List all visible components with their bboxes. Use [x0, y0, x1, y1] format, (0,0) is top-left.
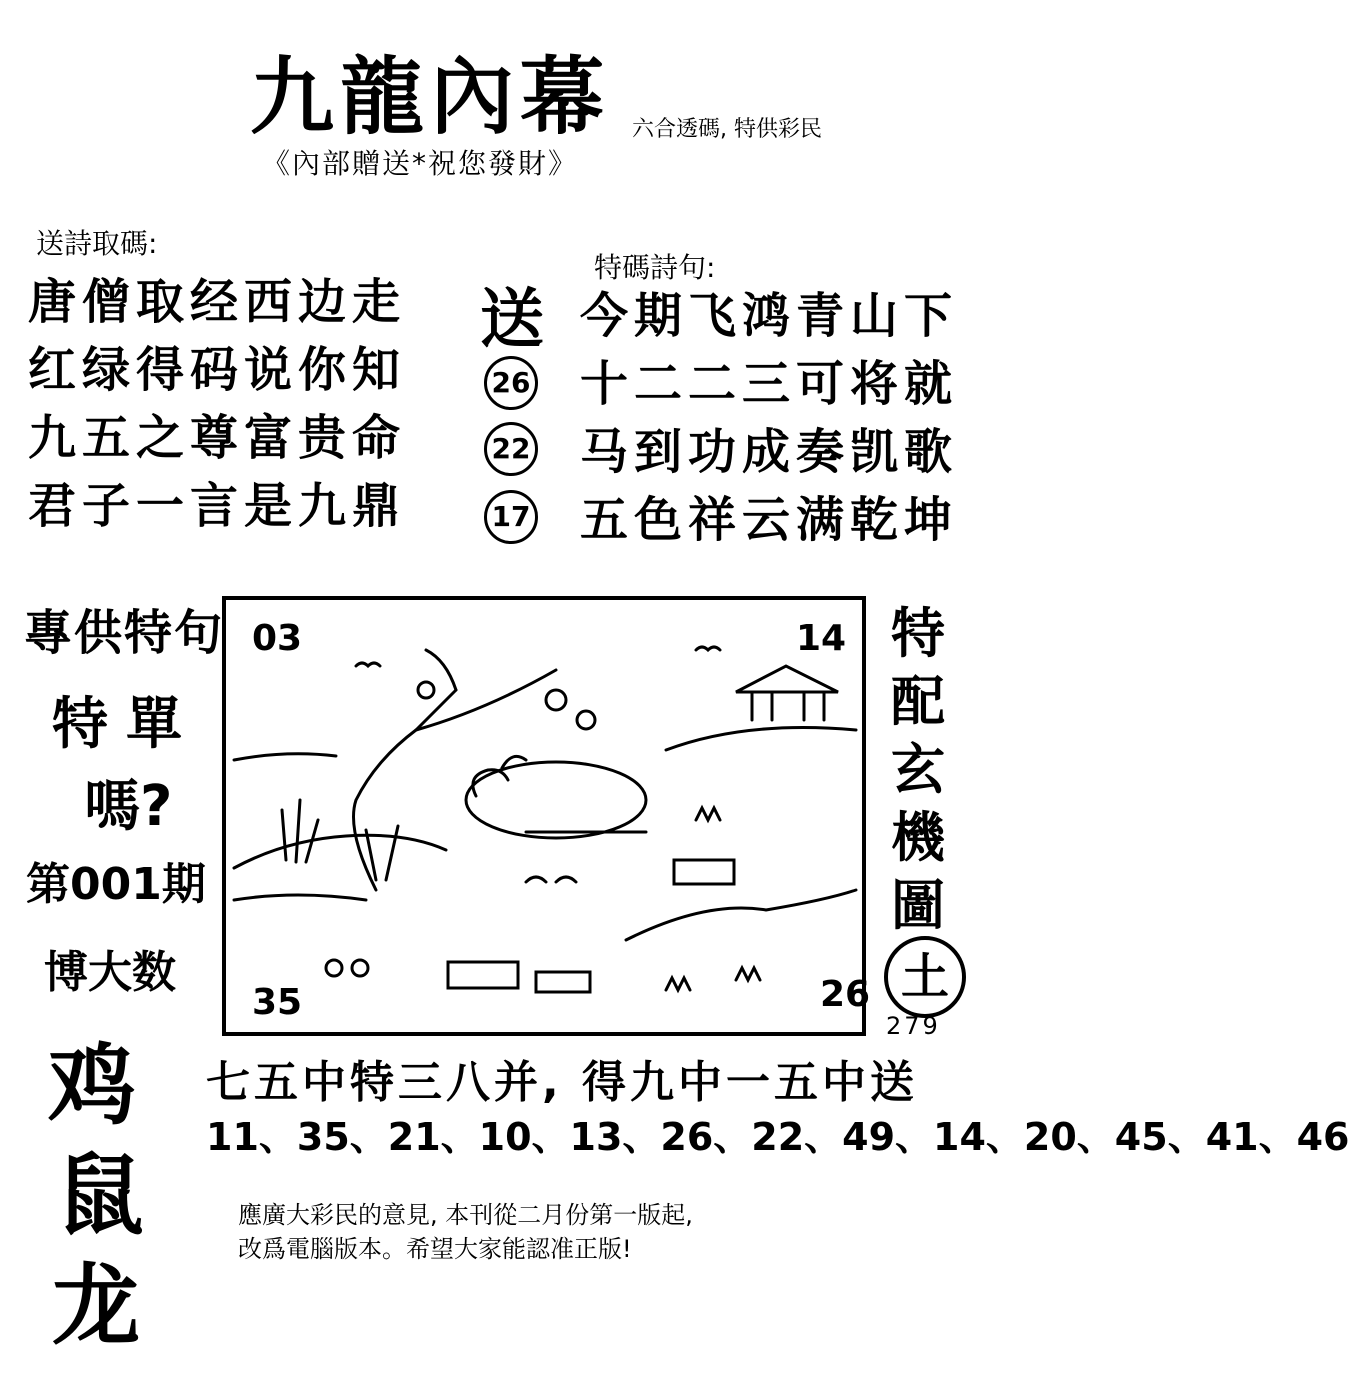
poem-lines: [28, 268, 406, 540]
zodiac-dragon: 龙: [52, 1254, 141, 1357]
bo-text: 博大数: [44, 947, 176, 998]
special-poem-line: 五色祥云满乾坤: [580, 492, 959, 548]
riddle-picture: [222, 596, 871, 1036]
special-poem-label: 特碼詩句:: [594, 251, 716, 284]
code-number: 279: [886, 1012, 941, 1040]
number-badge: 26: [484, 356, 538, 410]
notice-line: 改爲電腦版本。希望大家能認准正版!: [238, 1235, 632, 1263]
special-poem-line: 马到功成奏凯歌: [580, 424, 959, 480]
poem-line: 唐僧取经西边走: [28, 274, 407, 330]
recommended-numbers: 11、35、21、10、13、26、22、49、14、20、45、41、46: [206, 1115, 1349, 1159]
single-char: 單: [126, 692, 182, 757]
corner-number-bottom-right: 26: [820, 974, 871, 1015]
special-heading: 專供特句: [24, 605, 225, 661]
issue-number: 第001期: [26, 859, 206, 910]
question-text: 嗎?: [84, 774, 173, 839]
number-badge: 17: [484, 490, 538, 544]
poem-line: 九五之尊富贵命: [28, 410, 407, 466]
zodiac-rat: 鼠: [56, 1144, 145, 1247]
number-badge: 22: [484, 422, 538, 476]
corner-number-top-right: 14: [796, 618, 847, 659]
notice: [238, 1198, 898, 1266]
send-char: 送: [480, 283, 544, 357]
corner-number-bottom-left: 35: [252, 982, 303, 1023]
poem-line: 红绿得码说你知: [28, 342, 407, 398]
notice-line: 應廣大彩民的意見, 本刊從二月份第一版起,: [238, 1201, 693, 1229]
corner-number-top-left: 03: [252, 618, 303, 659]
subtitle: 《內部贈送*祝您發財》: [262, 147, 579, 180]
element-badge: 土: [884, 936, 966, 1018]
hint-text: 七五中特三八并, 得九中一五中送: [206, 1057, 919, 1108]
special-poem-lines: [580, 282, 958, 554]
zodiac-rooster: 鸡: [48, 1034, 137, 1137]
poem-label: 送詩取碼:: [36, 227, 158, 260]
vertical-title: 特配玄機圖: [891, 602, 945, 937]
special-poem-line: 十二二三可将就: [580, 356, 959, 412]
page-title: 九龍內幕: [250, 47, 611, 146]
special-poem-line: 今期飞鸿青山下: [580, 288, 959, 344]
poem-line: 君子一言是九鼎: [28, 478, 407, 534]
single-char: 特: [52, 692, 108, 757]
tagline: 六合透碼, 特供彩民: [632, 117, 822, 142]
landscape-illustration: [226, 600, 862, 1032]
